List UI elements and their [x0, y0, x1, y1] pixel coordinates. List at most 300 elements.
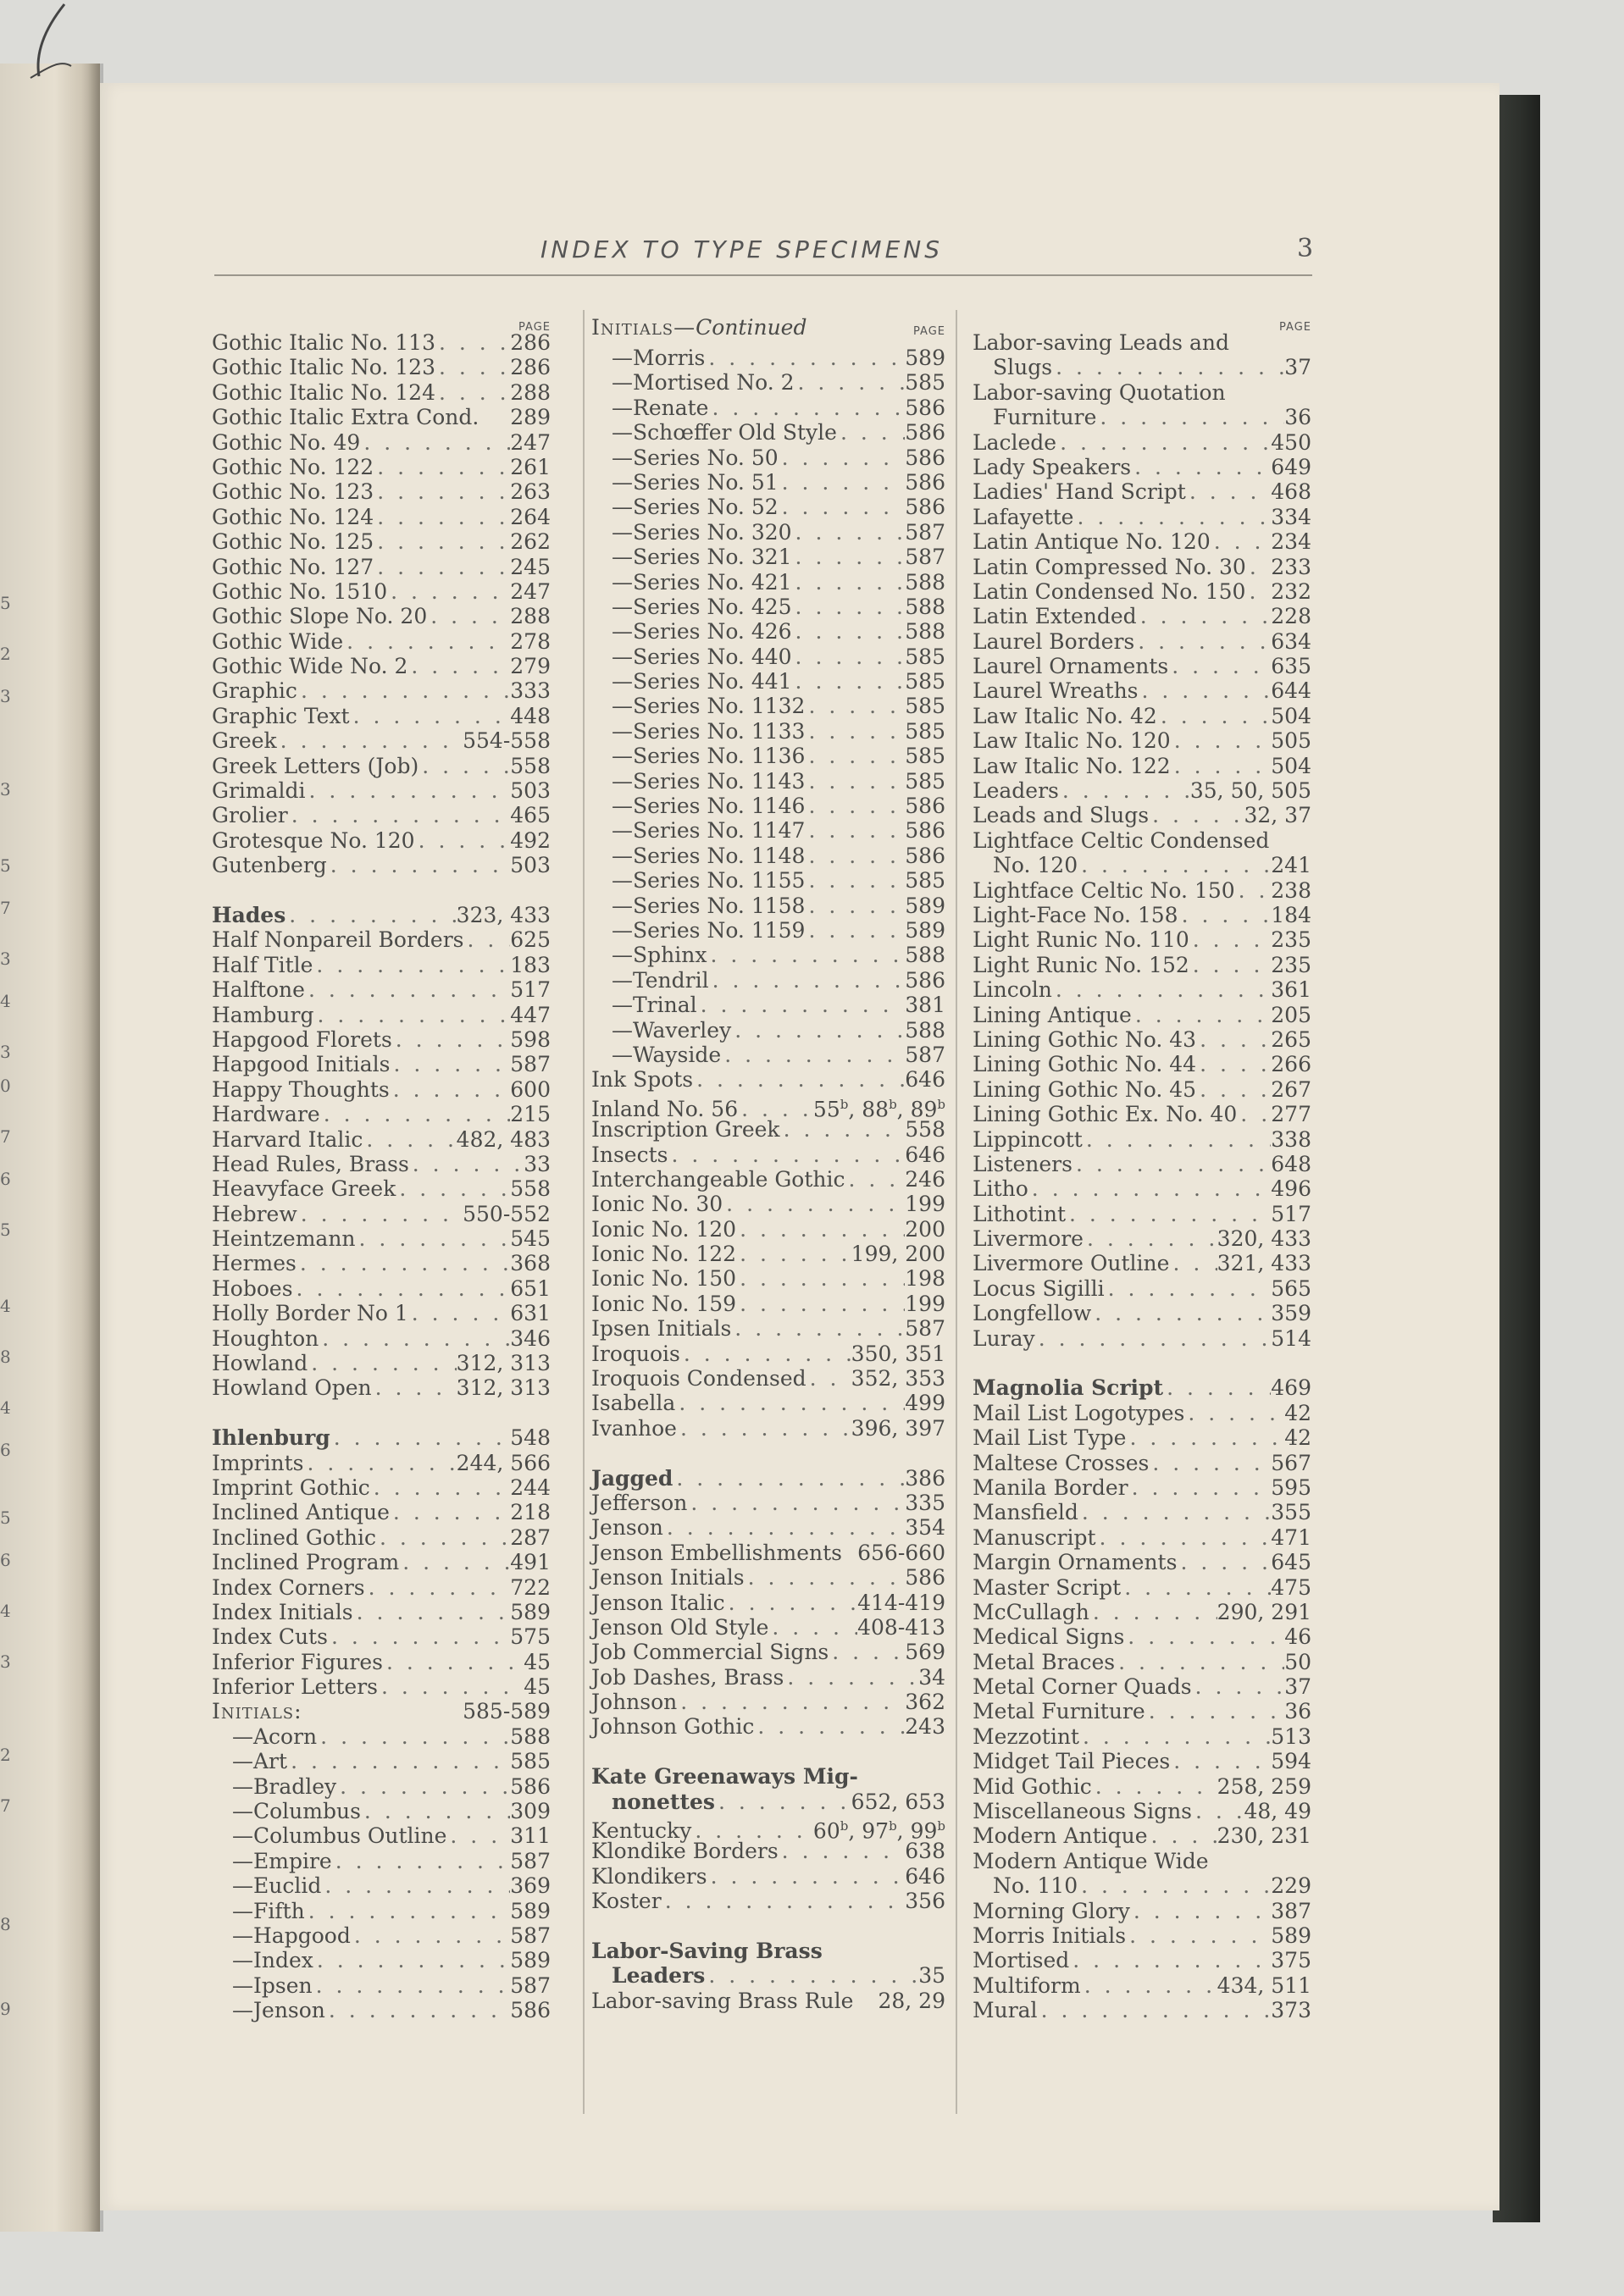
entry-name: Graphic: [212, 678, 297, 704]
dot-leader: [305, 1899, 511, 1923]
dot-leader: [1105, 1276, 1272, 1301]
index-entry-hoboes: [212, 1276, 551, 1301]
entry-name: —Series No. 1132: [612, 694, 806, 719]
entry-page-ref: 243: [905, 1714, 945, 1740]
index-entry-gothic-slope-no-20: [212, 604, 551, 628]
dot-leader: [1131, 455, 1271, 479]
entry-name: Hapgood Initials: [212, 1052, 391, 1077]
dot-leader: [668, 1142, 905, 1167]
entry-name: Mid Gothic: [973, 1773, 1092, 1799]
bookmark-ribbon-icon: [14, 0, 73, 80]
entry-name: Insects: [591, 1142, 668, 1167]
entry-page-ref: 199: [905, 1291, 945, 1316]
index-entry-fifth: [212, 1899, 551, 1923]
entry-page-ref: 587: [510, 1848, 551, 1873]
index-entry-metal-braces: [973, 1650, 1311, 1674]
dot-leader: [350, 704, 511, 728]
dot-leader: [1052, 355, 1284, 379]
dot-leader: [313, 1948, 510, 1972]
entry-name: Law Italic No. 122: [973, 753, 1171, 778]
entry-name: Jenson Old Style: [591, 1614, 769, 1640]
entry-name: —Columbus Outline: [232, 1823, 447, 1849]
index-entry-modern-antique-wide: [973, 1849, 1311, 1873]
dot-leader: [792, 595, 906, 619]
entry-name: nonettes: [612, 1789, 716, 1814]
index-entry-mortised: [973, 1948, 1311, 1972]
index-entry-job-dashes-brass: [591, 1665, 945, 1690]
dot-leader: [1092, 1774, 1217, 1799]
dot-leader: [297, 1202, 463, 1226]
index-entry-luray: [973, 1326, 1311, 1351]
entry-page-ref: 60$^b$, 97$^b$, 99$^b$: [812, 1818, 945, 1844]
dot-leader: [1168, 654, 1271, 678]
entry-page-ref: 504: [1271, 753, 1311, 778]
entry-name: Locus Sigilli: [973, 1275, 1105, 1301]
entry-page-ref: 588: [905, 943, 945, 968]
entry-page-ref: 594: [1271, 1749, 1311, 1774]
entry-page-ref: 469: [1271, 1375, 1311, 1401]
dot-leader: [792, 669, 906, 694]
index-entry-jagged: [591, 1466, 945, 1491]
dot-leader: [1196, 1077, 1271, 1102]
margin-digit: 5: [0, 855, 11, 876]
dot-leader: [705, 1963, 918, 1988]
index-entry-series-no-1155: [591, 868, 945, 893]
margin-digit: 5: [0, 1508, 11, 1528]
entry-page-ref: 289: [510, 405, 551, 430]
entry-name: Longfellow: [973, 1301, 1092, 1326]
entry-page-ref: 652, 653: [851, 1789, 945, 1814]
index-entry-ivanhoe: [591, 1416, 945, 1441]
index-entry-columbus-outline: [212, 1823, 551, 1848]
entry-page-ref: 246: [905, 1166, 945, 1192]
index-entry-index-initials: [212, 1600, 551, 1624]
entry-page-ref: 558: [905, 1117, 945, 1142]
entry-page-ref: 595: [1271, 1474, 1311, 1500]
entry-page-ref: 585: [905, 370, 945, 396]
entry-name: Laclede: [973, 429, 1057, 455]
index-entry-locus-sigilli: [973, 1276, 1311, 1301]
index-entry-series-no-1148: [591, 844, 945, 868]
entry-name: Ihlenburg: [212, 1425, 330, 1451]
entry-name: —Schœffer Old Style: [612, 420, 837, 445]
index-entry-gothic-no-49: [212, 430, 551, 455]
index-entry-labor-saving-leads-and: [973, 330, 1311, 355]
dot-leader: [277, 728, 463, 753]
index-entry-inferior-letters: [212, 1674, 551, 1699]
index-entry-manila-border: [973, 1475, 1311, 1500]
index-entry-laurel-borders: [973, 629, 1311, 654]
entry-page-ref: 279: [510, 654, 551, 679]
dot-leader: [707, 943, 905, 967]
entry-name: Lady Speakers: [973, 454, 1132, 479]
entry-page-ref: 352, 353: [851, 1366, 945, 1391]
entry-name: —Fifth: [232, 1898, 305, 1923]
entry-page-ref: 265: [1271, 1026, 1311, 1052]
dot-leader: [374, 529, 510, 554]
index-entry-latin-antique-no-120: [973, 529, 1311, 554]
entry-name: —Acorn: [232, 1723, 318, 1749]
dot-leader: [736, 1242, 851, 1266]
dot-leader: [1178, 903, 1272, 927]
entry-page-ref: 228: [1271, 604, 1311, 629]
entry-name: McCullagh: [973, 1599, 1089, 1624]
index-entry-labor-saving-brass: [591, 1939, 945, 1963]
index-entry-hebrew: [212, 1202, 551, 1226]
dot-leader: [330, 1425, 511, 1450]
entry-page-ref: 50: [1284, 1649, 1311, 1674]
entry-name: Gothic Slope No. 20: [212, 604, 428, 629]
dot-leader: [1128, 1475, 1272, 1500]
entry-name: —Series No. 1155: [612, 868, 806, 894]
dot-leader: [795, 370, 906, 395]
index-entry-job-commercial-signs: [591, 1640, 945, 1664]
entry-page-ref: 321, 433: [1217, 1251, 1311, 1276]
index-entry-gothic-no-127: [212, 555, 551, 579]
index-entry-index: [212, 1948, 551, 1972]
index-entry-series-no-1158: [591, 894, 945, 918]
index-entry-howland-open: [212, 1375, 551, 1400]
entry-page-ref: 656-660: [857, 1540, 945, 1565]
page-number: 3: [1297, 234, 1314, 263]
entry-name: Head Rules, Brass: [212, 1151, 409, 1176]
entry-name: —Series No. 421: [612, 569, 792, 595]
entry-page-ref: 588: [905, 569, 945, 595]
margin-digit: 8: [0, 1347, 11, 1367]
entry-name: —Sphinx: [612, 943, 707, 968]
entry-page-ref: 288: [510, 604, 551, 629]
entry-page-ref: 235: [1271, 927, 1311, 953]
entry-page-ref: 338: [1271, 1126, 1311, 1152]
index-entry-light-runic-no-152: [973, 953, 1311, 977]
dot-leader: [1096, 405, 1284, 429]
entry-name: Hebrew: [212, 1201, 297, 1226]
dot-leader: [1089, 1600, 1217, 1624]
dot-leader: [391, 1052, 511, 1076]
entry-page-ref: 247: [510, 429, 551, 455]
entry-page-ref: 199: [905, 1192, 945, 1217]
margin-digit: 4: [0, 1601, 11, 1621]
index-entry-gothic-no-123: [212, 479, 551, 504]
dot-leader: [1130, 1899, 1271, 1923]
index-entry-series-no-52: [591, 495, 945, 519]
entry-page-ref: 375: [1271, 1948, 1311, 1973]
margin-digit: 7: [0, 1795, 11, 1816]
index-entry-head-rules-brass: [212, 1152, 551, 1176]
entry-page-ref: 646: [905, 1863, 945, 1889]
entry-page-ref: 309: [510, 1799, 551, 1824]
dot-leader: [1079, 1724, 1271, 1749]
entry-page-ref: 545: [510, 1226, 551, 1252]
entry-page-ref: 586: [905, 794, 945, 819]
entry-name: Labor-saving Quotation: [973, 379, 1226, 405]
dot-leader: [805, 744, 905, 768]
dot-leader: [805, 694, 905, 718]
entry-name: Jenson Initials: [591, 1565, 745, 1591]
entry-page-ref: 589: [510, 1599, 551, 1624]
entry-page-ref: 586: [905, 1565, 945, 1591]
dot-leader: [325, 1998, 510, 2022]
dot-leader: [1163, 1375, 1271, 1400]
entry-name: —Series No. 1143: [612, 768, 806, 794]
index-entry-lining-antique: [973, 1003, 1311, 1027]
entry-name: Initials:: [212, 1699, 302, 1724]
entry-name: Hardware: [212, 1102, 320, 1127]
entry-page-ref: 238: [1271, 877, 1311, 903]
entry-page-ref: 386: [905, 1465, 945, 1491]
index-entry-hapgood-florets: [212, 1027, 551, 1052]
entry-name: Metal Furniture: [973, 1699, 1145, 1724]
dot-leader: [321, 1873, 510, 1898]
entry-page-ref: 244, 566: [456, 1450, 551, 1475]
dot-leader: [343, 629, 510, 654]
index-entry-kate-greenaways-mig: [591, 1764, 945, 1789]
entry-page-ref: 588: [905, 594, 945, 619]
dot-leader: [376, 1525, 510, 1550]
dot-leader: [673, 1466, 905, 1491]
index-entry-columbus: [212, 1799, 551, 1823]
entry-name: Laurel Wreaths: [973, 678, 1139, 704]
dot-leader: [1157, 704, 1271, 728]
entry-name: Light Runic No. 152: [973, 952, 1189, 977]
dot-leader: [1196, 1027, 1271, 1052]
dot-leader: [1148, 1823, 1217, 1848]
entry-page-ref: 589: [510, 1948, 551, 1973]
entry-name: Hades: [212, 902, 286, 927]
dot-leader: [1052, 977, 1271, 1002]
index-entry-series-no-1147: [591, 818, 945, 843]
entry-name: Jenson Italic: [591, 1590, 725, 1615]
index-entry-inferior-figures: [212, 1650, 551, 1674]
index-entry-klondikers: [591, 1864, 945, 1889]
entry-page-ref: 585-589: [463, 1699, 551, 1724]
dot-leader: [370, 1475, 510, 1500]
section-gap: [212, 878, 551, 903]
dot-leader: [1096, 1525, 1272, 1550]
index-entry-gothic-italic-no-113: [212, 330, 551, 355]
dot-leader: [1211, 529, 1272, 554]
entry-page-ref: 586: [510, 1773, 551, 1799]
dot-leader: [837, 420, 905, 445]
entry-name: Lining Gothic No. 43: [973, 1026, 1197, 1052]
index-entry-modern-antique: [973, 1823, 1311, 1848]
entry-name: Manila Border: [973, 1474, 1128, 1500]
entry-page-ref: 37: [1284, 355, 1311, 380]
dot-leader: [784, 1665, 918, 1690]
index-entry-ionic-no-150: [591, 1266, 945, 1291]
entry-name: Gothic Italic No. 123: [212, 355, 435, 380]
dot-leader: [408, 1301, 511, 1325]
dot-leader: [792, 545, 906, 569]
index-entry-laclede: [973, 430, 1311, 455]
dot-leader: [1066, 1202, 1271, 1226]
index-entry-morris: [591, 346, 945, 370]
index-entry-leaders: [973, 778, 1311, 803]
index-entry-longfellow: [973, 1301, 1311, 1325]
index-entry-lafayette: [973, 505, 1311, 529]
entry-page-ref: 183: [510, 952, 551, 977]
entry-page-ref: 646: [905, 1142, 945, 1167]
section-gap: [212, 1401, 551, 1425]
dot-leader: [1038, 1998, 1272, 2022]
entry-name: Jagged: [591, 1465, 673, 1491]
index-entry-isabella: [591, 1391, 945, 1415]
entry-name: Margin Ornaments: [973, 1550, 1178, 1575]
index-entry-furniture: [973, 405, 1311, 429]
index-entry-series-no-1143: [591, 769, 945, 794]
dot-leader: [677, 1416, 851, 1441]
dot-leader: [313, 953, 510, 977]
index-entry-jenson-italic: [591, 1591, 945, 1615]
entry-name: Inclined Antique: [212, 1500, 390, 1525]
index-entry-morning-glory: [973, 1899, 1311, 1923]
index-entry-gothic-wide-no-2: [212, 654, 551, 678]
dot-leader: [390, 1500, 510, 1524]
index-entry-lithotint: [973, 1202, 1311, 1226]
index-entry-maltese-crosses: [973, 1451, 1311, 1475]
index-entry-ladies-hand-script: [973, 479, 1311, 504]
entry-name: Lippincott: [973, 1126, 1083, 1152]
index-entry-mansfield: [973, 1500, 1311, 1524]
dot-leader: [317, 1724, 510, 1749]
entry-page-ref: 503: [510, 853, 551, 878]
entry-page-ref: 263: [510, 479, 551, 505]
entry-name: Morris Initials: [973, 1923, 1127, 1948]
entry-page-ref: 634: [1271, 628, 1311, 654]
entry-name: Maltese Crosses: [973, 1450, 1150, 1475]
entry-name: Gothic No. 49: [212, 429, 361, 455]
dot-leader: [736, 1292, 905, 1316]
dot-leader: [792, 520, 906, 545]
dot-leader: [708, 396, 905, 420]
index-entry-inscription-greek: [591, 1117, 945, 1142]
dot-leader: [687, 1491, 905, 1515]
entry-page-ref: 646: [905, 1067, 945, 1093]
dot-leader: [805, 868, 905, 893]
entry-name: No. 120: [993, 853, 1078, 878]
dot-leader: [779, 470, 906, 495]
entry-name: Klondike Borders: [591, 1839, 779, 1864]
entry-page-ref: 235: [1271, 952, 1311, 977]
index-entry-jenson-old-style: [591, 1615, 945, 1640]
index-entry-initials: [212, 1699, 551, 1723]
dot-leader: [1132, 1003, 1271, 1027]
entry-page-ref: 32, 37: [1244, 803, 1311, 828]
entry-page-ref: 517: [1271, 1201, 1311, 1226]
entry-page-ref: 184: [1271, 902, 1311, 927]
entry-page-ref: 585: [905, 718, 945, 744]
entry-name: Leaders: [612, 1963, 706, 1989]
entry-name: Grolier: [212, 803, 288, 828]
entry-name: Latin Condensed No. 150: [973, 578, 1246, 604]
entry-name: Lining Gothic No. 45: [973, 1076, 1197, 1102]
entry-page-ref: 55$^b$, 88$^b$, 89$^b$: [812, 1096, 945, 1122]
dot-leader: [663, 1515, 905, 1540]
section-gap: [591, 1441, 945, 1465]
dot-leader: [721, 1043, 905, 1067]
entry-page-ref: 369: [510, 1873, 551, 1899]
entry-page-ref: 234: [1271, 529, 1311, 555]
entry-name: Livermore Outline: [973, 1251, 1170, 1276]
dot-leader: [731, 1316, 905, 1341]
index-entry-midget-tail-pieces: [973, 1749, 1311, 1773]
entry-page-ref: 638: [905, 1839, 945, 1864]
entry-name: Job Commercial Signs: [591, 1640, 829, 1665]
entry-page-ref: 491: [510, 1550, 551, 1575]
dot-leader: [675, 1391, 905, 1415]
index-entry-sphinx: [591, 943, 945, 967]
index-entry-hardware: [212, 1102, 551, 1126]
index-entry-series-no-425: [591, 595, 945, 619]
entry-page-ref: 396, 397: [851, 1415, 945, 1441]
entry-name: Jenson: [591, 1515, 663, 1541]
entry-page-ref: 644: [1271, 678, 1311, 704]
entry-name: —Trinal: [612, 993, 697, 1018]
index-entry-latin-compressed-no-30: [973, 555, 1311, 579]
index-entry-sch-ffer-old-style: [591, 420, 945, 445]
entry-page-ref: 373: [1271, 1998, 1311, 2023]
dot-leader: [680, 1342, 851, 1366]
dot-leader: [1192, 1674, 1285, 1699]
dot-leader: [1237, 1102, 1271, 1126]
index-entry-grolier: [212, 803, 551, 827]
entry-page-ref: 356: [905, 1889, 945, 1914]
entry-page-ref: 586: [905, 469, 945, 495]
margin-digit: 4: [0, 1397, 11, 1418]
dot-leader: [723, 1192, 905, 1216]
entry-name: Ink Spots: [591, 1067, 694, 1093]
index-entry-gothic-no-1510: [212, 579, 551, 604]
index-entry-lightface-celtic-condensed: [973, 828, 1311, 853]
entry-page-ref: 361: [1271, 977, 1311, 1003]
dot-leader: [305, 977, 510, 1002]
dot-leader: [845, 1167, 906, 1192]
dot-leader: [297, 678, 510, 703]
dot-leader: [792, 619, 906, 644]
index-entry-bradley: [212, 1774, 551, 1799]
entry-name: —Series No. 320: [612, 519, 792, 545]
entry-name: Half Title: [212, 952, 313, 977]
entry-page-ref: 588: [905, 619, 945, 645]
entry-name: Greek: [212, 728, 277, 754]
entry-name: —Columbus: [232, 1799, 361, 1824]
dot-leader: [779, 445, 906, 470]
entry-name: Mural: [973, 1998, 1038, 2023]
dot-leader: [1091, 1301, 1271, 1325]
index-entry-livermore: [973, 1226, 1311, 1251]
entry-name: Grimaldi: [212, 778, 306, 804]
entry-page-ref: 586: [905, 967, 945, 993]
index-entry-grotesque-no-120: [212, 828, 551, 853]
index-entry-nonettes: [591, 1790, 945, 1814]
entry-page-ref: 514: [1271, 1325, 1311, 1351]
index-entry-renate: [591, 396, 945, 420]
entry-name: Johnson: [591, 1690, 678, 1715]
entry-page-ref: 499: [905, 1391, 945, 1416]
entry-page-ref: 588: [510, 1723, 551, 1749]
dot-leader: [463, 927, 510, 952]
entry-page-ref: 28, 29: [878, 1988, 945, 2013]
dot-leader: [396, 1176, 510, 1201]
entry-name: Halftone: [212, 977, 305, 1003]
entry-page-ref: 264: [510, 504, 551, 529]
dot-leader: [705, 346, 905, 370]
dot-leader: [304, 1451, 457, 1475]
index-entry-leaders: [591, 1963, 945, 1988]
entry-page-ref: 46: [1284, 1624, 1311, 1650]
entry-name: —Euclid: [232, 1873, 322, 1899]
dot-leader: [446, 1823, 510, 1848]
